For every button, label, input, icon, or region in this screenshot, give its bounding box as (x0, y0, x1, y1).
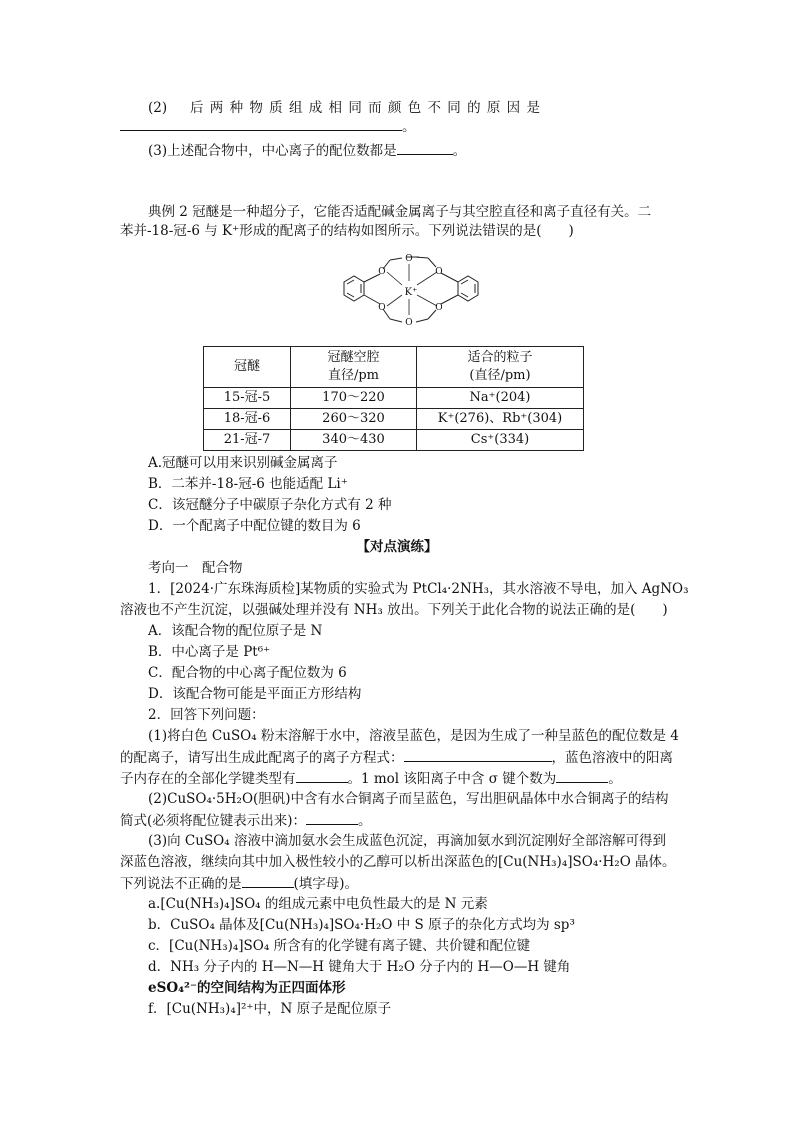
q1-option-a[interactable]: A．该配合物的配位原子是 N (148, 623, 323, 639)
table-cell: K⁺(276)、Rb⁺(304) (417, 409, 584, 430)
table-cell: 260～320 (291, 409, 417, 430)
example2-option-d[interactable]: D．一个配离子中配位键的数目为 6 (148, 518, 361, 534)
table-row (204, 430, 584, 451)
table-header-cell: 冠醚空腔 直径/pm (291, 347, 417, 388)
example2-option-c[interactable]: C．该冠醚分子中碳原子杂化方式有 2 种 (148, 497, 392, 513)
oxygen-label: O (405, 318, 413, 328)
table-cell: 15-冠-5 (204, 388, 291, 409)
table-row (204, 409, 584, 430)
table-cell: 21-冠-7 (204, 430, 291, 451)
q2-p3-line2: 深蓝色溶液，继续向其中加入极性较小的乙醇可以析出深蓝色的[Cu(NH₃)₄]SO₄·H₂O 晶体。 (120, 854, 676, 870)
q1-option-d[interactable]: D．该配合物可能是平面正方形结构 (148, 686, 362, 702)
q2-choice-e[interactable]: eSO₄²⁻的空间结构为正四面体形 (148, 980, 346, 996)
answer-blank[interactable] (306, 811, 358, 825)
direction-title: 考向一 配合物 (148, 560, 243, 576)
answer-blank[interactable] (397, 141, 453, 155)
example2-option-a[interactable]: A.冠醚可以用来识别碱金属离子 (148, 455, 338, 471)
crown-ether-table (203, 346, 584, 451)
q1-line2: 溶液也不产生沉淀，以强碱处理并没有 NH₃ 放出。下列关于此化合物的说法正确的是( ) (120, 602, 668, 618)
q1-option-c[interactable]: C．配合物的中心离子配位数为 6 (148, 665, 347, 681)
q1-line1: 1．[2024·广东珠海质检]某物质的实验式为 PtCl₄·2NH₃，其水溶液不导电，加入 AgNO₃ (148, 581, 689, 597)
section-title: 【对点演练】 (356, 539, 438, 555)
q2-p2-line2: 简式(必须将配位键表示出来)： 。 (120, 813, 372, 829)
q2-choice-f[interactable]: f．[Cu(NH₃)₄]²⁺中，N 原子是配位原子 (148, 1001, 392, 1017)
oxygen-label: O (435, 303, 443, 313)
q2-p1-line2: 的配离子，请写出生成此配离子的离子方程式： ，蓝色溶液中的阳离 (120, 750, 673, 766)
q2-choice-a[interactable]: a.[Cu(NH₃)₄]SO₄ 的组成元素中电负性最大的是 N 元素 (148, 896, 488, 912)
answer-blank[interactable] (404, 748, 552, 762)
example2-line2: 苯并-18-冠-6 与 K⁺形成的配离子的结构如图所示。下列说法错误的是( ) (120, 223, 574, 239)
q2-title: 2．回答下列问题： (148, 707, 265, 723)
q2-p2-line1: (2)CuSO₄·5H₂O(胆矾)中含有水合铜离子而呈蓝色，写出胆矾晶体中水合铜离子的结构 (148, 791, 669, 807)
table-header-row (204, 347, 584, 388)
example2-line1: 典例 2 冠醚是一种超分子，它能否适配碱金属离子与其空腔直径和离子直径有关。二 (148, 204, 652, 220)
answer-blank[interactable] (556, 769, 608, 783)
q2-choice-d[interactable]: d．NH₃ 分子内的 H—N—H 键角大于 H₂O 分子内的 H—O—H 键角 (148, 959, 571, 975)
q2-p1-line1: (1)将白色 CuSO₄ 粉末溶解于水中，溶液呈蓝色，是因为生成了一种呈蓝色的配位数是 4 (148, 728, 679, 744)
q1-option-b[interactable]: B．中心离子是 Pt⁶⁺ (148, 644, 271, 660)
q2-choice-c[interactable]: c．[Cu(NH₃)₄]SO₄ 所含有的化学键有离子键、共价键和配位键 (148, 938, 531, 954)
answer-blank[interactable] (296, 769, 348, 783)
q-part2-label: (2) (148, 100, 168, 116)
table-header-cell: 适合的粒子 (直径/pm) (417, 347, 584, 388)
table-cell: Na⁺(204) (417, 388, 584, 409)
oxygen-label: O (435, 267, 443, 277)
table-cell: 18-冠-6 (204, 409, 291, 430)
q-part3-line: (3)上述配合物中，中心离子的配位数都是 。 (148, 143, 467, 159)
table-row (204, 388, 584, 409)
potassium-ion-label: K⁺ (404, 287, 418, 298)
crown-ether-structure-figure (336, 247, 486, 339)
answer-blank[interactable] (242, 874, 294, 888)
q2-choice-b[interactable]: b．CuSO₄ 晶体及[Cu(NH₃)₄]SO₄·H₂O 中 S 原子的杂化方式均为 sp³ (148, 917, 575, 933)
oxygen-label: O (378, 303, 386, 313)
table-header-cell: 冠醚 (204, 347, 291, 388)
example2-option-b[interactable]: B．二苯并-18-冠-6 也能适配 Li⁺ (148, 476, 348, 492)
oxygen-label: O (405, 254, 413, 264)
answer-blank[interactable] (120, 117, 402, 131)
q2-p3-line3: 下列说法不正确的是 (填字母)。 (120, 876, 359, 892)
q2-p3-line1: (3)向 CuSO₄ 溶液中滴加氨水会生成蓝色沉淀，再滴加氨水到沉淀刚好全部溶解可得到 (148, 833, 666, 849)
q-part2-answer-line: 。 (120, 117, 416, 136)
table-cell: Cs⁺(334) (417, 430, 584, 451)
q2-p1-line3: 子内存在的全部化学键类型有 。1 mol 该阳离子中含 σ 键个数为 。 (120, 771, 622, 787)
table-cell: 170～220 (291, 388, 417, 409)
table-cell: 340～430 (291, 430, 417, 451)
oxygen-label: O (378, 267, 386, 277)
q-part2-text: 后 两 种 物 质 组 成 相 同 而 颜 色 不 同 的 原 因 是 (190, 100, 541, 116)
